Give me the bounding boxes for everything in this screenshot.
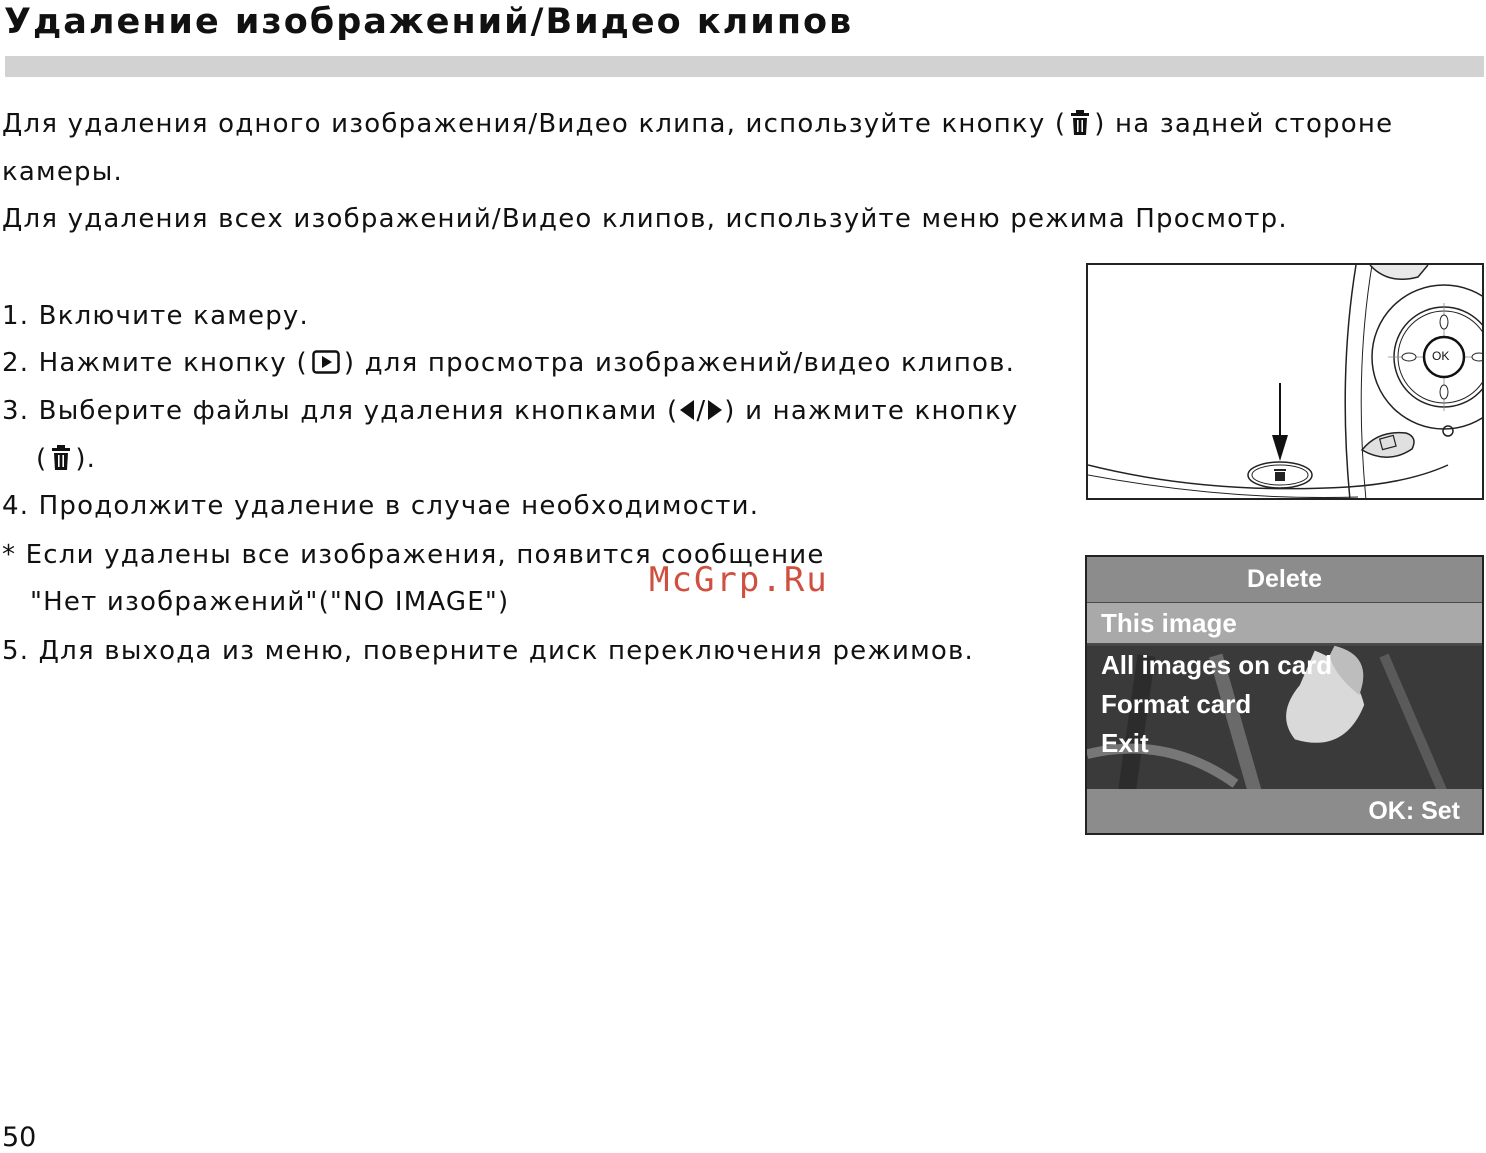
intro-line-2: камеры. xyxy=(2,157,123,187)
camera-drawing xyxy=(1088,265,1484,500)
delete-menu-screen xyxy=(1085,555,1484,835)
intro-line-1 xyxy=(2,108,1393,140)
step-2-text-b: ) для просмотра изображений/видео клипов. xyxy=(343,348,1016,378)
step-3b-open: ( xyxy=(36,444,48,474)
menu-footer: OK: Set xyxy=(1087,789,1482,833)
step-3-slash: / xyxy=(696,396,707,426)
menu-title: Delete xyxy=(1087,557,1482,602)
note-line-1: * Если удалены все изображения, появится сообщение xyxy=(2,540,825,570)
step-4: 4. Продолжите удаление в случае необходимости. xyxy=(2,491,760,521)
watermark: McGrp.Ru xyxy=(649,560,829,600)
note-line-2: "Нет изображений"("NO IMAGE") xyxy=(30,587,510,617)
step-3-text-a: 3. Выберите файлы для удаления кнопками ( xyxy=(2,396,679,426)
step-3 xyxy=(2,395,1018,427)
intro-text-a: Для удаления одного изображения/Видео клипа, используйте кнопку ( xyxy=(2,109,1067,139)
step-3-text-b: ) и нажмите кнопку xyxy=(724,396,1019,426)
camera-back-illustration xyxy=(1086,263,1484,500)
right-arrow-icon xyxy=(706,399,724,421)
trash-icon xyxy=(1070,110,1090,136)
menu-item-format-card[interactable]: Format card xyxy=(1101,689,1252,719)
step-2 xyxy=(2,347,1015,379)
title-rule xyxy=(5,56,1484,77)
intro-text-b: ) на задней стороне xyxy=(1094,109,1394,139)
step-5: 5. Для выхода из меню, поверните диск переключения режимов. xyxy=(2,636,975,666)
step-1: 1. Включите камеру. xyxy=(2,301,309,331)
page-number: 50 xyxy=(2,1122,37,1153)
left-arrow-icon xyxy=(678,399,696,421)
step-3-continued xyxy=(36,443,96,475)
step-2-text-a: 2. Нажмите кнопку ( xyxy=(2,348,308,378)
ok-button-label: OK xyxy=(1432,349,1450,363)
play-button-icon xyxy=(312,350,340,374)
step-3b-close: ). xyxy=(75,444,97,474)
trash-icon xyxy=(51,445,71,471)
intro-line-3: Для удаления всех изображений/Видео клипов, используйте меню режима Просмотр. xyxy=(2,204,1288,234)
menu-item-exit[interactable]: Exit xyxy=(1101,728,1149,758)
menu-item-this-image[interactable]: This image xyxy=(1087,603,1482,643)
page-title: Удаление изображений/Видео клипов xyxy=(4,2,854,42)
menu-item-all-images[interactable]: All images on card xyxy=(1101,650,1333,680)
